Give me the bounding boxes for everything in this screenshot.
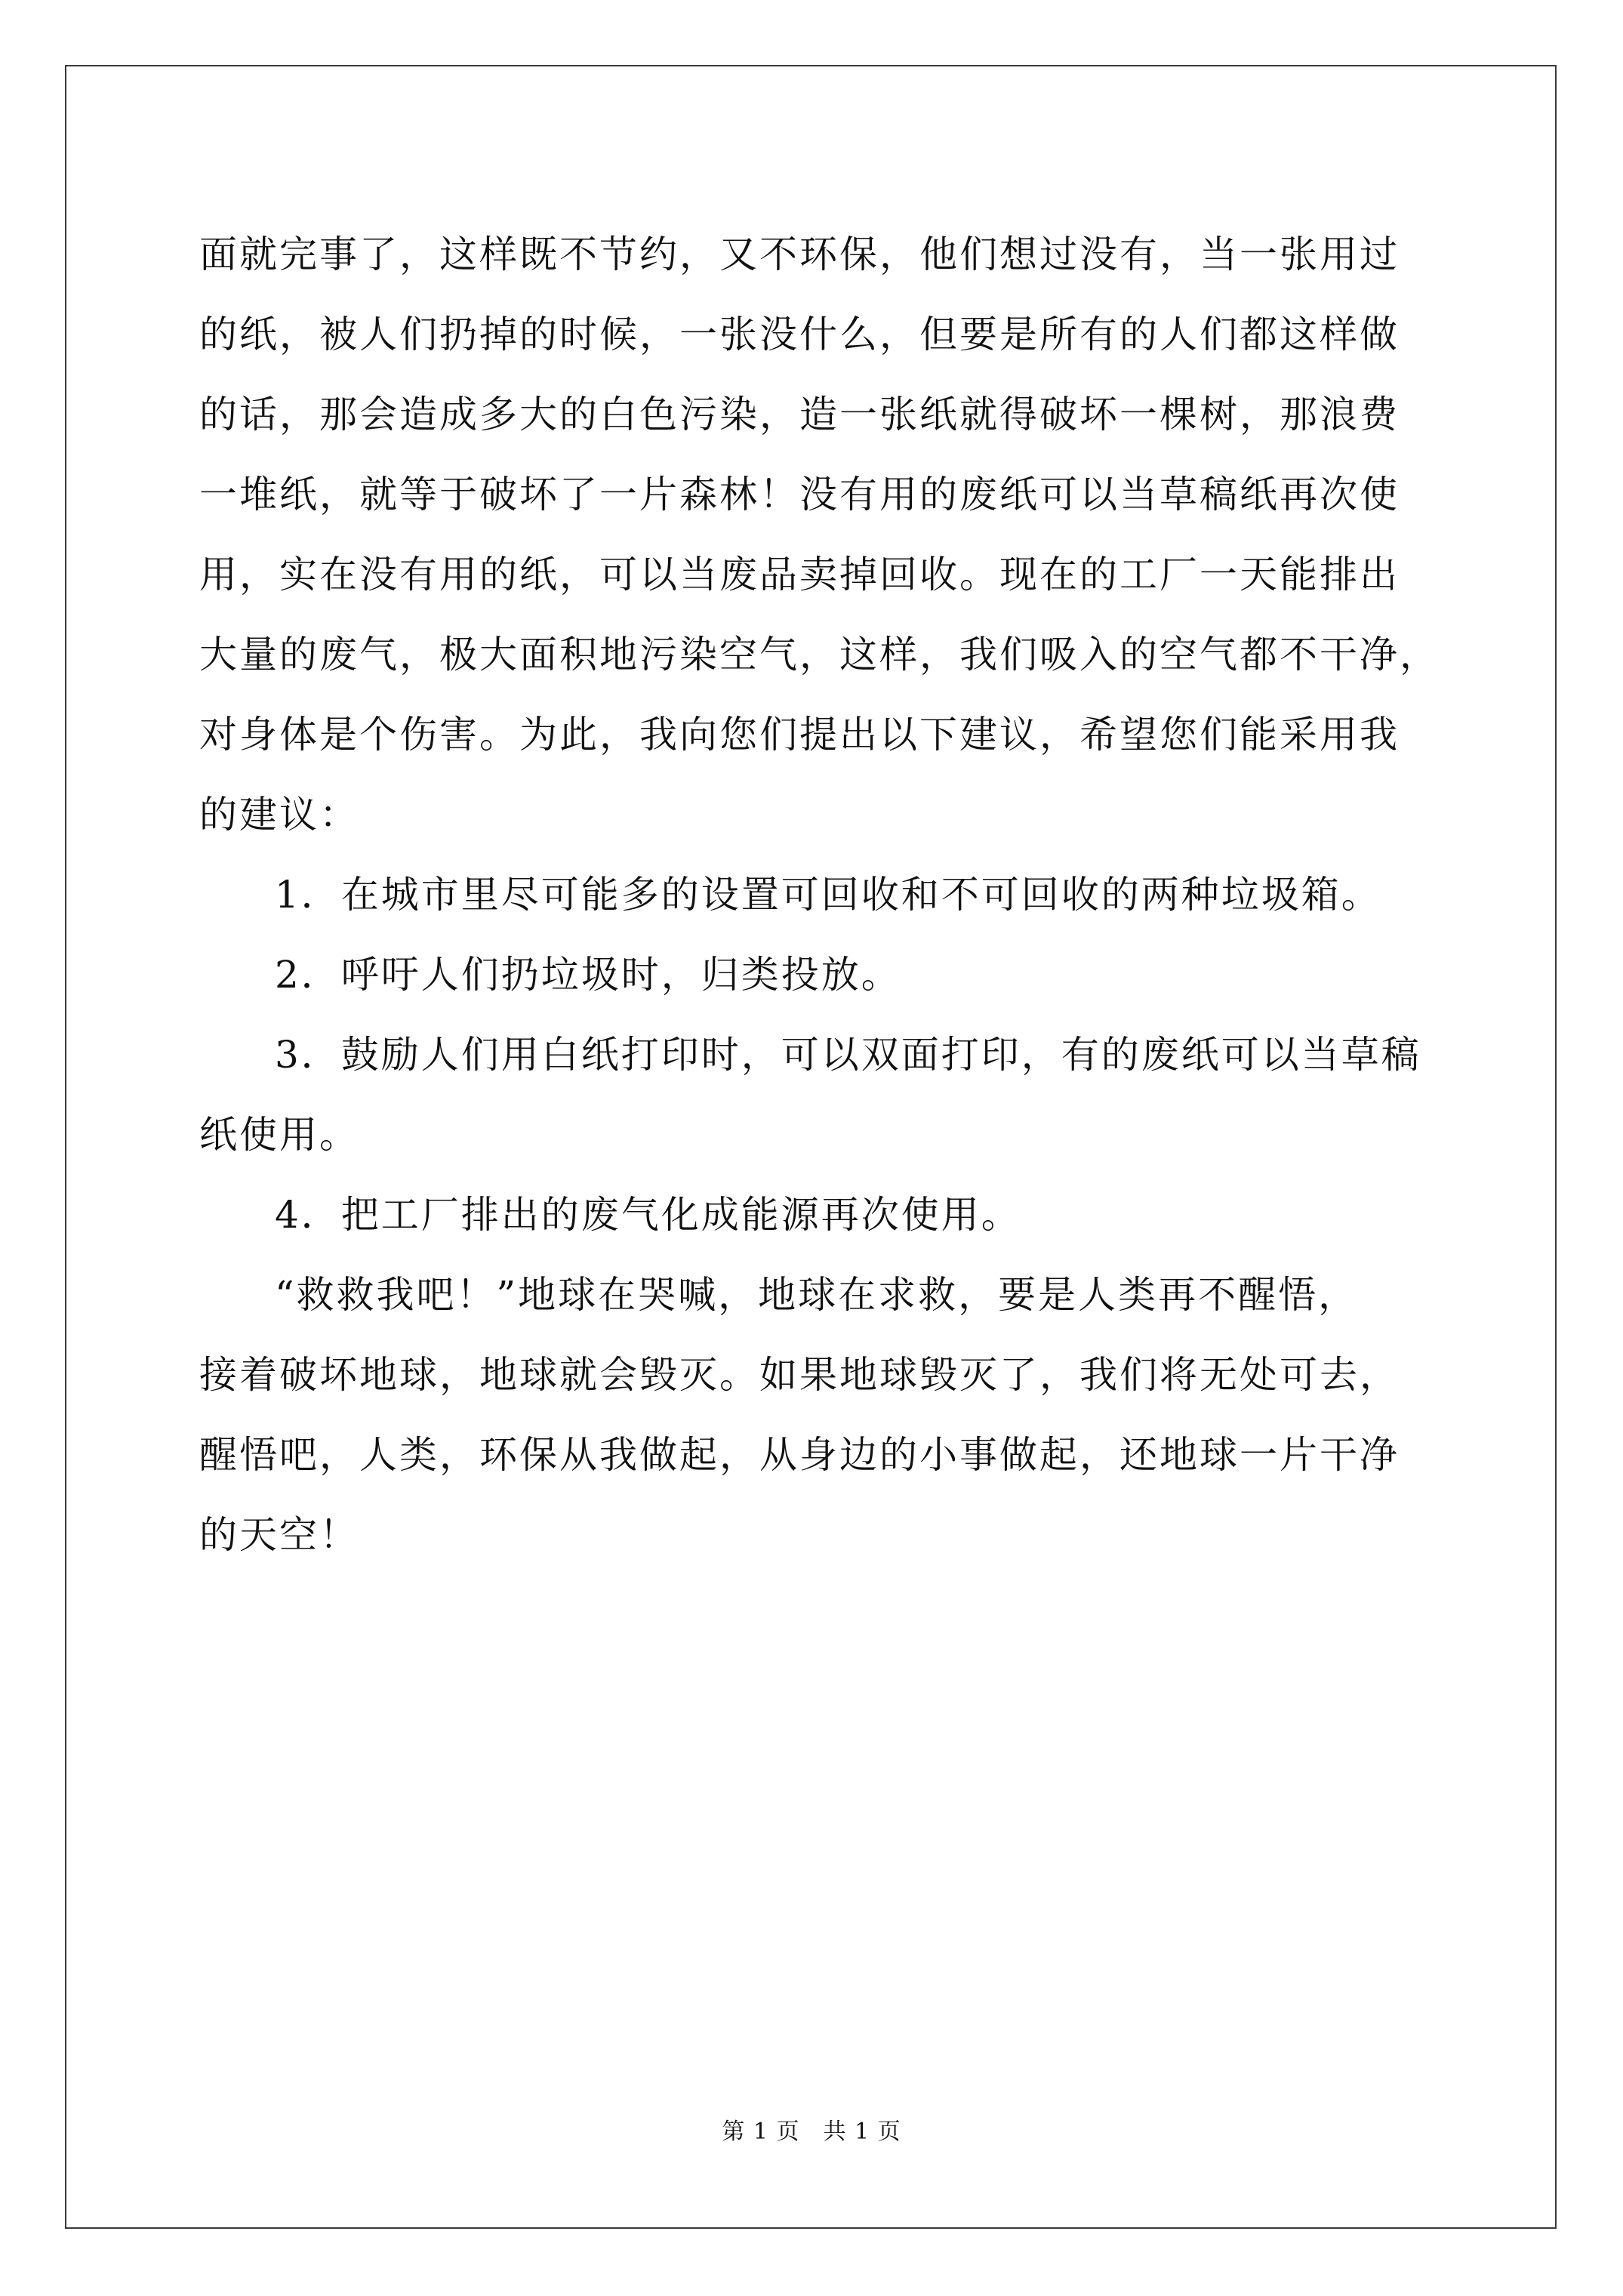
text-line: 面就完事了，这样既不节约，又不环保，他们想过没有，当一张用过	[199, 233, 1400, 276]
page-number-footer: 第 1 页 共 1 页	[722, 2119, 901, 2145]
text-line: 大量的废气，极大面积地污染空气，这样，我们吸入的空气都不干净，	[199, 633, 1440, 676]
text-line: 一堆纸，就等于破坏了一片森林！没有用的废纸可以当草稿纸再次使	[199, 473, 1400, 516]
document-body	[199, 214, 1440, 1575]
text-line: 用，实在没有用的纸，可以当废品卖掉回收。现在的工厂一天能排出	[199, 553, 1400, 596]
list-item: 4．把工厂排出的废气化成能源再次使用。	[275, 1193, 1021, 1237]
text-line: 接着破坏地球，地球就会毁灭。如果地球毁灭了，我们将无处可去，	[199, 1353, 1400, 1397]
text-line: 纸使用。	[199, 1113, 359, 1157]
list-item: 2．呼吁人们扔垃圾时，归类投放。	[275, 953, 901, 997]
list-item: 1．在城市里尽可能多的设置可回收和不可回收的两种垃圾箱。	[275, 873, 1381, 917]
list-item: 3．鼓励人们用白纸打印时，可以双面打印，有的废纸可以当草稿	[275, 1033, 1421, 1077]
text-line: 的纸，被人们扔掉的时候，一张没什么，但要是所有的人们都这样做	[199, 313, 1400, 356]
text-line: 醒悟吧，人类，环保从我做起，从身边的小事做起，还地球一片干净	[199, 1433, 1400, 1477]
text-line: 对身体是个伤害。为此，我向您们提出以下建议，希望您们能采用我	[199, 713, 1400, 757]
text-line: 的天空！	[199, 1513, 359, 1557]
text-line: 的建议：	[199, 793, 359, 837]
text-line: 的话，那会造成多大的白色污染，造一张纸就得破坏一棵树，那浪费	[199, 393, 1400, 436]
text-line: “救救我吧！”地球在哭喊，地球在求救，要是人类再不醒悟，	[275, 1273, 1359, 1317]
